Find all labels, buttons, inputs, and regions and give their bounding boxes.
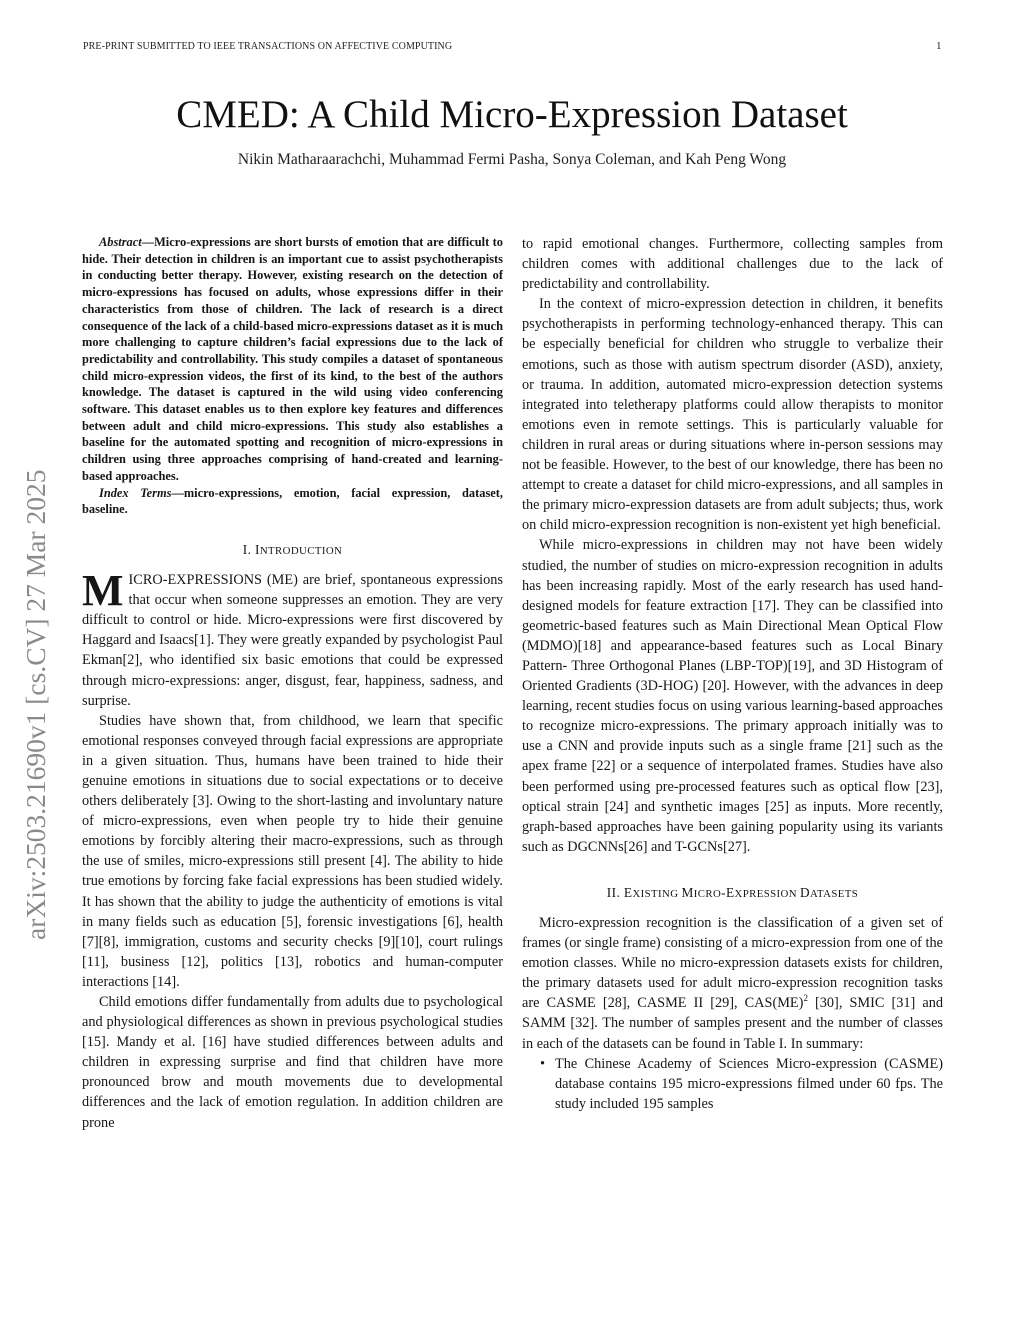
intro-paragraph-2: Studies have shown that, from childhood, we learn that specific emotional responses conveyed through facial expressions are appropriate in a given situation. Thus, humans have been trained to hide their genuine emotions in situations due to social expectations or to deceive others deliberately [3]. Owing to the short-lasting and involuntary nature of micro-expressions, even when people try to hide their genuine emotions by forcibly altering their macro-expressions, such as through the use of smiles, micro-expressions still present [4]. The ability to hide true emotions by forcing fake facial expressions has been studied widely. It has shown that the ability to judge the authenticity of emotions is vital in many fields such as education [5], forensic investigations [6], health [7][8], immigration, customs and security checks [9][10], court rulings [11], business [12], politics [13], robotics and human-computer interactions [14]. — [82, 712, 503, 990]
page-number: 1 — [936, 40, 942, 52]
drop-cap: M — [82, 566, 124, 616]
bullet-icon: • — [540, 1055, 546, 1072]
heading-initial-4: D — [800, 884, 811, 900]
section-heading-existing-datasets — [522, 883, 943, 904]
heading-smallcaps-3: XPRESSION — [734, 887, 801, 900]
intro-paragraph-3: Child emotions differ fundamentally from adults due to psychological and physiological differences as shown in previous psychological studies [15]. Mandy et al. [16] have studied differences between adults and children in expressing surprise and find that children have more pronounced brow and mouth movements due to developmental differences and the lack of emotion regulation. In addition children are prone — [82, 994, 503, 1131]
list-item — [522, 1054, 943, 1114]
abstract-label: Abstract — [99, 235, 142, 249]
section-heading-introduction — [82, 540, 503, 561]
heading-smallcaps-2: ICRO — [693, 887, 722, 900]
intro-paragraph-4: In the context of micro-expression detection in children, it benefits psychotherapists in performing technology-enhanced therapy. This can be especially beneficial for children who struggle to verbalize their emotions, such as those with autism spectrum disorder (ASD), anxiety, or trauma. In addition, automated micro-expression detection systems integrated into teletherapy platforms could allow therapists to monitor emotions even in remote settings. This is particularly valuable for children in rural areas or during situations where in-person sessions may not be feasible. However, to the best of our knowledge, there has been no attempt to create a dataset for child micro-expressions, and all samples in the primary micro-expression datasets are from adult subjects; thus, work on child micro-expression recognition is non-existent yet high beneficial. — [522, 296, 943, 534]
superscript: 2 — [803, 993, 808, 1004]
author-list: Nikin Matharaarachchi, Muhammad Fermi Pasha, Sonya Coleman, and Kah Peng Wong — [237, 151, 787, 168]
abstract — [82, 234, 503, 485]
left-column — [82, 234, 503, 1133]
index-terms — [82, 485, 503, 518]
section-number: II. — [606, 884, 624, 900]
bullet-text: The Chinese Academy of Sciences Micro-expression (CASME) database contains 195 micro-expressions filmed under 60 fps. The study included 195 samples — [555, 1055, 943, 1112]
section-initial: I — [255, 541, 260, 557]
intro-paragraph-5: While micro-expressions in children may not have been widely studied, the number of studies on micro-expression recognition in adults has been increasing rapidly. Most of the early research has used hand-designed models for feature extraction [17]. They can be classified into geometric-based features such as Main Directional Mean Optical Flow (MDMO)[18] and appearance-based features such as Local Binary Pattern- Three Orthogonal Planes (LBP-TOP)[19], and 3D Histogram of Oriented Gradients (3D-HOG) [20]. However, with the advances in deep learning, recent studies focus on using various learning-based approaches to recognize micro-expressions. The primary approach initially was to use a CNN and provide inputs such as a single frame [21] such as the apex frame [22] or a sequence of interpolated frames. Studies have also been performed using pre-processed features such as optical flow [23], optical strain [24] and synthetic images [25] as inputs. More recently, graph-based approaches have been gaining popularity using its variants such as DGCNNs[26] and T-GCNs[27]. — [522, 537, 943, 855]
heading-smallcaps-4: ATASETS — [810, 887, 859, 900]
datasets-text-b: [30], SMIC [31] and SAMM [32]. The number of samples present and the number of classes in each of the datasets can be found in Table I. In summary: — [522, 995, 943, 1052]
datasets-paragraph-1 — [522, 913, 943, 1054]
right-column — [522, 234, 943, 1114]
intro-paragraph-1-text: ICRO-EXPRESSIONS (ME) are brief, spontaneous expressions that occur when someone suppresses an emotion. They are very difficult to control or hide. Micro-expressions were first discovered by Haggard and Isaacs[1]. They were greatly expanded by psychologist Paul Ekman[2], who identified six basic emotions that could be expressed through micro-expressions: anger, disgust, fear, happiness, sadness, and surprise. — [82, 572, 503, 709]
index-terms-label: Index Terms — [99, 485, 172, 500]
intro-paragraph-3-continued: to rapid emotional changes. Furthermore, collecting samples from children comes with additional challenges due to the lack of predictability and controllability. — [522, 236, 943, 293]
heading-initial-1: E — [623, 884, 633, 900]
abstract-text: —Micro-expressions are short bursts of emotion that are difficult to hide. Their detection in children is an important cue to assist psychotherapists in conducting better therapy. However, existing research on the detection of micro-expressions has focused on adults, whose expressions differ in their characteristics from those of children. The lack of research is a direct consequence of the lack of a child-based micro-expressions dataset as it is much more challenging to capture children’s facial expressions due to the lack of predictability and controllability. This study compiles a dataset of spontaneous child micro-expression videos, the first of its kind, to the best of the authors knowledge. The dataset is captured in the wild using video conferencing software. This dataset enables us to then explore key features and differences between adult and child micro-expressions. This study also establishes a baseline for the automated spotting and recognition of micro-expressions in children using three approaches comprising of hand-created and learning-based approaches. — [82, 235, 503, 483]
heading-initial-3: -E — [721, 884, 735, 900]
arxiv-identifier: arXiv:2503.21690v1 [cs.CV] 27 Mar 2025 — [20, 469, 51, 940]
datasets-text-a: Micro-expression recognition is the classification of a given set of frames (or single frame) consisting of a micro-expression from one of the emotion classes. While no micro-expression datasets exists for children, the primary datasets used for adult micro-expression recognition tasks are CASME [28], CASME II [29], CAS(ME) — [522, 915, 943, 1012]
heading-smallcaps-1: XISTING — [632, 887, 682, 900]
index-terms-text: —micro-expressions, emotion, facial expression, dataset, baseline. — [82, 485, 503, 517]
paper-title: CMED: A Child Micro-Expression Dataset — [176, 93, 848, 136]
section-number: I. — [242, 541, 256, 557]
dataset-bullet-list — [522, 1054, 943, 1114]
running-title: PRE-PRINT SUBMITTED TO IEEE TRANSACTIONS ON AFFECTIVE COMPUTING — [83, 41, 453, 52]
intro-paragraph-1 — [82, 566, 503, 711]
heading-initial-2: M — [681, 884, 694, 900]
section-smallcaps: NTRODUCTION — [259, 544, 343, 557]
